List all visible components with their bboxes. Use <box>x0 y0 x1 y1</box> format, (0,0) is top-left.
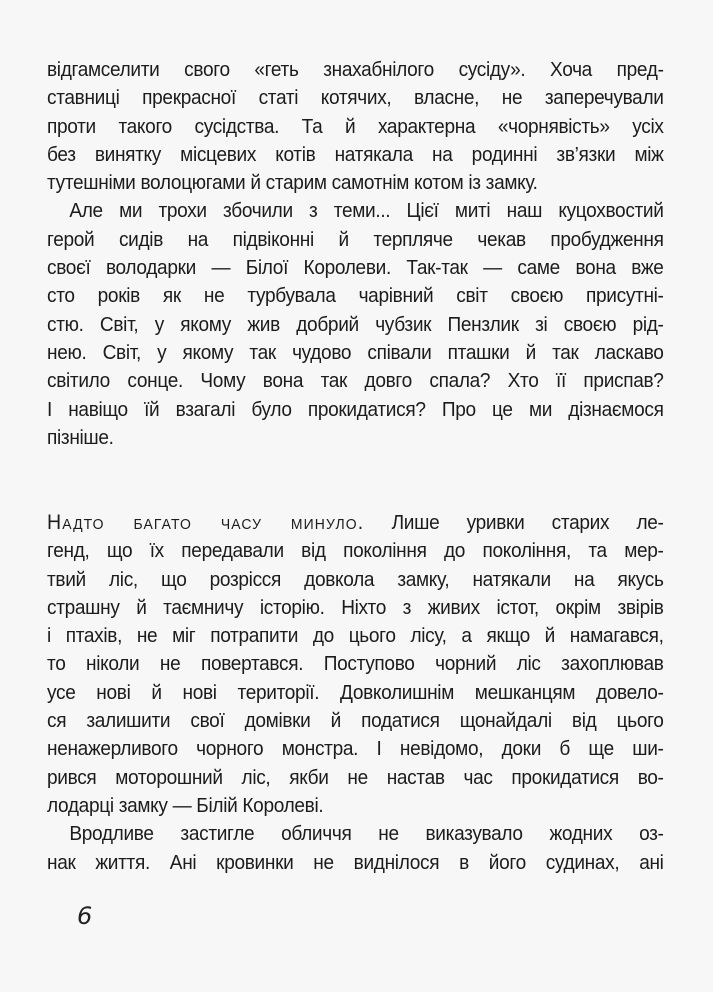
text-line: своєї володарки — Білої Королеви. Так-так — саме вона вже <box>47 256 664 280</box>
section-lead-in: Надто багато часу минуло. <box>47 511 365 534</box>
text-line: ся залишити свої домівки й податися щонайдалі від цього <box>47 709 664 733</box>
text-section-1 <box>47 56 664 452</box>
text-line: ненажерливого чорного монстра. І невідомо, доки б ще ши- <box>47 737 664 761</box>
text-line: усе нові й нові території. Довколишнім мешканцям довело- <box>47 680 664 704</box>
lead-line-rest: Лише уривки старих ле- <box>391 511 664 534</box>
text-line: нею. Світ, у якому так чудово співали пташки й так ласкаво <box>47 340 664 364</box>
text-line: проти такого сусідства. Та й характерна «чорнявість» усіх <box>47 114 664 138</box>
text-line: нак життя. Ані кровинки не виднілося в його судинах, ані <box>47 850 664 874</box>
text-line: і птахів, не міг потрапити до цього лісу, а якщо й намагався, <box>47 624 664 648</box>
text-line: страшну й таємничу історію. Ніхто з живих істот, окрім звірів <box>47 595 664 619</box>
text-line: сто років як не турбувала чарівний світ своєю присутні- <box>47 284 664 308</box>
text-line: стю. Світ, у якому жив добрий чубзик Пензлик зі своєю рід- <box>47 312 664 336</box>
text-line: рився моторошний ліс, якби не настав час прокидатися во- <box>47 765 664 789</box>
text-line: тутешніми волоцюгами й старим самотнім котом із замку. <box>47 171 538 195</box>
text-line: лодарці замку — Білій Королеві. <box>47 793 324 817</box>
text-line: герой сидів на підвіконні й терпляче чекав пробудження <box>47 227 664 251</box>
text-line: відгамселити свого «геть знахабнілого сусіду». Хоча пред- <box>47 58 664 81</box>
text-line: І навіщо їй взагалі було прокидатися? Про це ми дізнаємося <box>47 397 664 421</box>
text-line: Але ми трохи збочили з теми... Цієї миті наш куцохвостий <box>69 199 664 223</box>
text-line: генд, що їх передавали від покоління до покоління, та мер- <box>47 539 664 563</box>
text-line: світило сонце. Чому вона так довго спала? Хто її приспав? <box>47 369 664 393</box>
text-line: пізніше. <box>47 425 114 449</box>
text-line: то ніколи не повертався. Поступово чорний ліс захоплював <box>47 652 664 676</box>
text-line: Вродливе застигле обличчя не виказувало жодних оз- <box>69 822 664 846</box>
page-number: 6 <box>77 902 93 930</box>
text-line: твий ліс, що розрісся довкола замку, натякали на якусь <box>47 567 664 591</box>
text-line-lead <box>47 509 664 537</box>
text-line: без винятку місцевих котів натякала на родинні зв’язки між <box>47 142 664 166</box>
text-line: ставниці прекрасної статі котячих, власне, не заперечували <box>47 86 664 110</box>
text-section-2 <box>47 509 664 877</box>
